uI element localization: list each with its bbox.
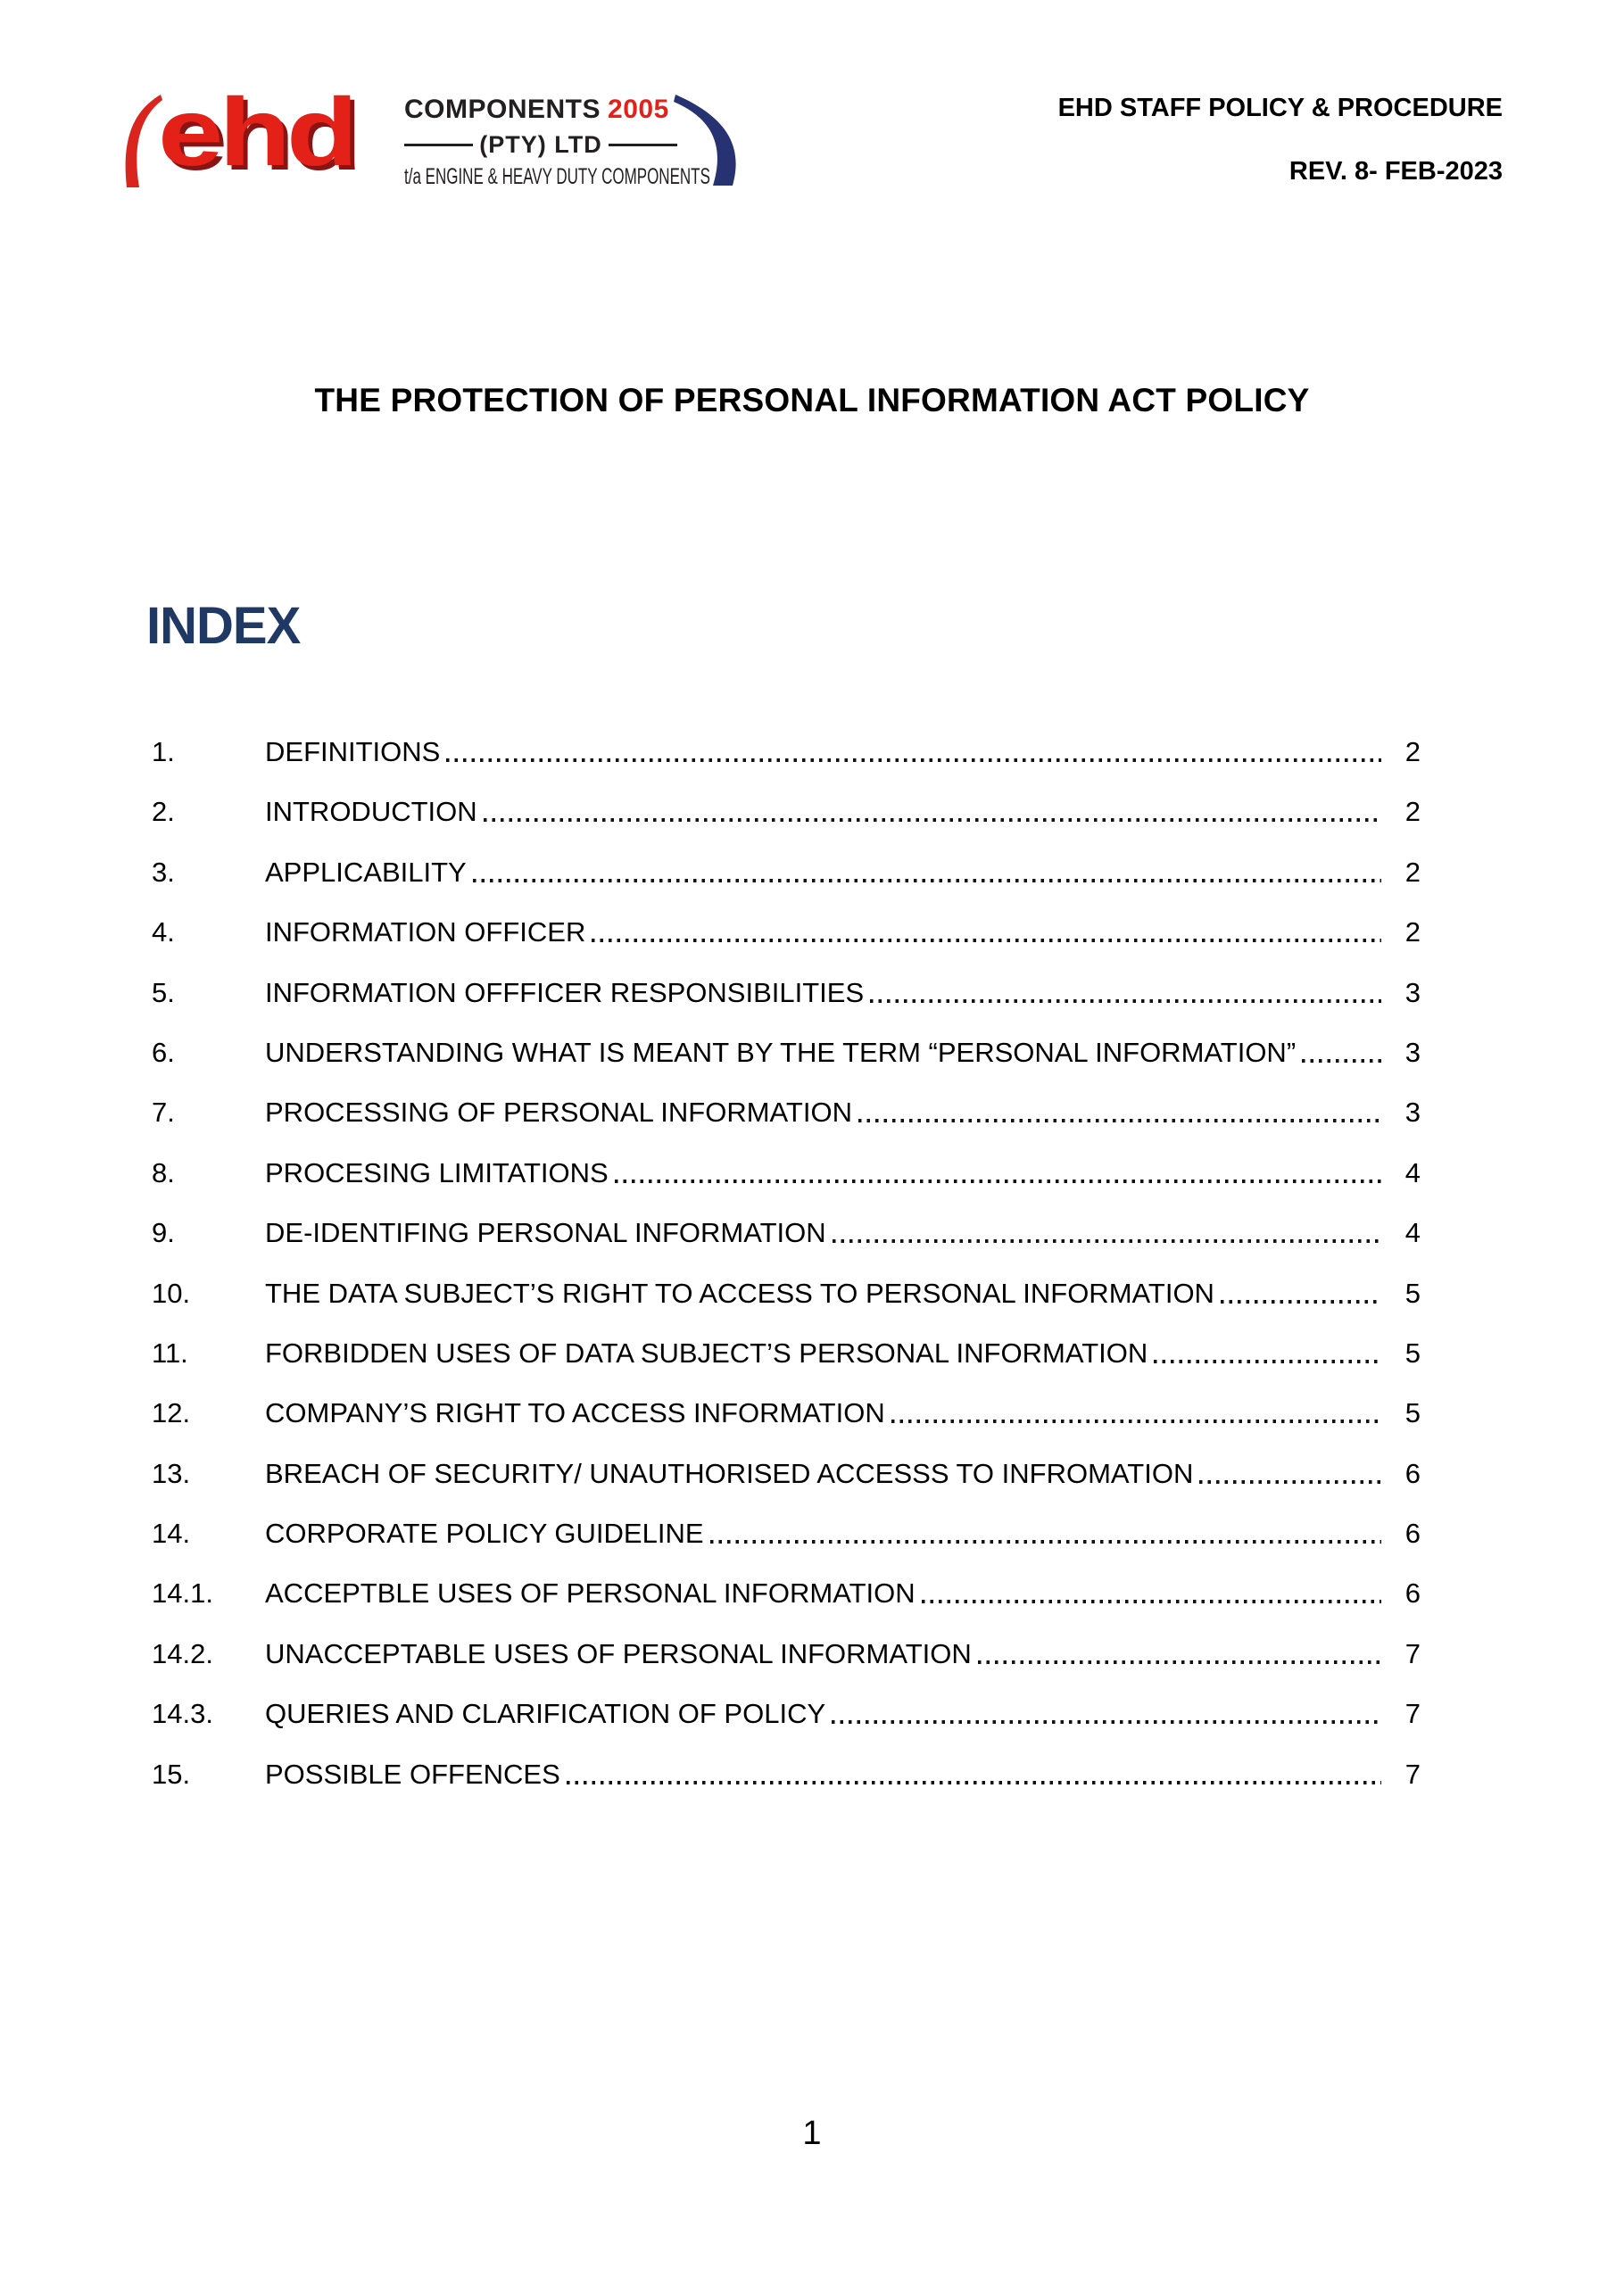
toc-entry-number: 15. <box>152 1758 191 1790</box>
toc-entry-label: COMPANY’S RIGHT TO ACCESS INFORMATION <box>265 1397 885 1429</box>
toc-dot-leader <box>833 1216 1381 1250</box>
toc-dot-leader <box>592 915 1381 949</box>
toc-entry-page: 3 <box>1404 1097 1421 1129</box>
toc-entry-page: 2 <box>1404 736 1421 767</box>
toc-dot-leader <box>1199 1457 1381 1491</box>
logo-components-text: COMPONENTS <box>404 95 601 124</box>
toc-dot-leader <box>832 1697 1381 1731</box>
toc-entry-number: 9. <box>152 1217 175 1249</box>
toc-entry-number: 5. <box>152 976 175 1008</box>
toc-entry-page: 5 <box>1404 1277 1421 1309</box>
toc-entry-label: BREACH OF SECURITY/ UNAUTHORISED ACCESSS TO INFROMATION <box>265 1457 1194 1489</box>
toc-entry-label: CORPORATE POLICY GUIDELINE <box>265 1518 704 1550</box>
table-of-contents <box>152 735 1421 1817</box>
toc-entry-page: 3 <box>1404 1036 1421 1068</box>
logo-components-line <box>404 95 677 124</box>
toc-entry-label: INFORMATION OFFICER <box>265 916 586 948</box>
toc-entry <box>152 1277 1421 1337</box>
document-title: THE PROTECTION OF PERSONAL INFORMATION ACT POLICY <box>314 382 1310 418</box>
toc-entry <box>152 1337 1421 1396</box>
toc-entry-number: 14.1. <box>152 1577 213 1610</box>
toc-entry <box>152 1577 1421 1636</box>
toc-entry-page: 2 <box>1404 796 1421 828</box>
toc-entry-label: POSSIBLE OFFENCES <box>265 1758 560 1790</box>
logo-tagline: t/a ENGINE & HEAVY DUTY COMPONENTS <box>404 164 710 189</box>
toc-entry-page: 7 <box>1404 1637 1421 1669</box>
toc-entry <box>152 1758 1421 1817</box>
toc-entry-number: 3. <box>152 856 175 888</box>
toc-entry <box>152 1697 1421 1757</box>
toc-dot-leader <box>978 1637 1381 1671</box>
toc-entry-label: UNACCEPTABLE USES OF PERSONAL INFORMATION <box>265 1637 972 1669</box>
toc-entry-label: THE DATA SUBJECT’S RIGHT TO ACCESS TO PERSONAL INFORMATION <box>265 1277 1214 1309</box>
logo-pty-line <box>404 131 677 158</box>
header-revision-line: REV. 8- FEB-2023 <box>1288 157 1503 186</box>
logo-rule-right <box>609 144 677 146</box>
index-heading: INDEX <box>146 597 301 655</box>
company-logo <box>119 59 754 212</box>
logo-right-swoosh-icon <box>674 95 745 186</box>
toc-dot-leader <box>1221 1277 1381 1311</box>
toc-entry-number: 14.2. <box>152 1637 213 1669</box>
logo-ehd-text: ehd <box>158 78 354 186</box>
toc-entry-page: 6 <box>1404 1577 1421 1610</box>
toc-entry <box>152 1096 1421 1155</box>
toc-dot-leader <box>1302 1036 1381 1070</box>
toc-entry-page: 5 <box>1404 1337 1421 1369</box>
toc-entry <box>152 1396 1421 1456</box>
logo-left-swoosh-icon <box>121 95 162 187</box>
toc-dot-leader <box>710 1517 1381 1551</box>
toc-entry-page: 6 <box>1404 1518 1421 1550</box>
toc-dot-leader <box>615 1156 1381 1190</box>
toc-entry-number: 2. <box>152 796 175 828</box>
toc-entry-label: QUERIES AND CLARIFICATION OF POLICY <box>265 1698 826 1730</box>
logo-text-stack <box>404 95 710 189</box>
toc-entry-label: UNDERSTANDING WHAT IS MEANT BY THE TERM “PERSONAL INFORMATION” <box>265 1036 1297 1068</box>
header-policy-line: EHD STAFF POLICY & PROCEDURE <box>1057 94 1503 122</box>
toc-entry-number: 6. <box>152 1036 175 1068</box>
toc-entry-number: 14. <box>152 1518 191 1550</box>
toc-entry-label: INTRODUCTION <box>265 796 477 828</box>
toc-entry-page: 4 <box>1404 1217 1421 1249</box>
toc-entry-page: 6 <box>1404 1457 1421 1489</box>
toc-dot-leader <box>484 795 1381 829</box>
toc-entry <box>152 856 1421 915</box>
toc-dot-leader <box>858 1096 1381 1130</box>
toc-entry <box>152 1156 1421 1216</box>
toc-dot-leader <box>922 1577 1381 1610</box>
toc-entry <box>152 1517 1421 1577</box>
toc-entry-number: 14.3. <box>152 1698 213 1730</box>
toc-entry <box>152 1457 1421 1517</box>
toc-entry-number: 4. <box>152 916 175 948</box>
toc-entry-number: 13. <box>152 1457 191 1489</box>
logo-pty-text: (PTY) LTD <box>479 131 602 158</box>
toc-dot-leader <box>891 1396 1381 1430</box>
toc-entry-label: DE-IDENTIFING PERSONAL INFORMATION <box>265 1217 826 1249</box>
toc-entry-number: 12. <box>152 1397 191 1429</box>
toc-entry-label: FORBIDDEN USES OF DATA SUBJECT’S PERSONAL INFORMATION <box>265 1337 1148 1369</box>
page-number: 1 <box>802 2115 822 2152</box>
logo-rule-left <box>404 144 473 146</box>
toc-entry <box>152 915 1421 975</box>
toc-dot-leader <box>567 1758 1381 1792</box>
toc-entry-page: 7 <box>1404 1698 1421 1730</box>
toc-entry <box>152 1637 1421 1697</box>
toc-entry-number: 8. <box>152 1156 175 1188</box>
toc-dot-leader <box>446 735 1381 769</box>
toc-dot-leader <box>1154 1337 1381 1370</box>
toc-entry-page: 5 <box>1404 1397 1421 1429</box>
toc-entry-label: DEFINITIONS <box>265 736 441 767</box>
toc-entry-number: 7. <box>152 1097 175 1129</box>
toc-entry-number: 11. <box>152 1337 188 1369</box>
toc-entry <box>152 1216 1421 1276</box>
toc-entry-label: PROCESING LIMITATIONS <box>265 1156 609 1188</box>
toc-entry-label: PROCESSING OF PERSONAL INFORMATION <box>265 1097 852 1129</box>
toc-entry-page: 2 <box>1404 916 1421 948</box>
toc-entry <box>152 1036 1421 1096</box>
toc-entry <box>152 976 1421 1036</box>
toc-entry-page: 2 <box>1404 856 1421 888</box>
toc-entry-label: ACCEPTBLE USES OF PERSONAL INFORMATION <box>265 1577 916 1610</box>
toc-entry-label: APPLICABILITY <box>265 856 467 888</box>
toc-dot-leader <box>870 976 1381 1010</box>
header-title-block <box>1058 93 1503 186</box>
logo-year-text: 2005 <box>608 95 669 124</box>
toc-entry-page: 3 <box>1404 976 1421 1008</box>
toc-entry-number: 10. <box>152 1277 191 1309</box>
toc-entry <box>152 795 1421 855</box>
toc-entry <box>152 735 1421 795</box>
toc-entry-number: 1. <box>152 736 175 767</box>
toc-entry-page: 4 <box>1404 1156 1421 1188</box>
toc-dot-leader <box>473 856 1381 890</box>
toc-entry-label: INFORMATION OFFFICER RESPONSIBILITIES <box>265 976 865 1008</box>
toc-entry-page: 7 <box>1404 1758 1421 1790</box>
